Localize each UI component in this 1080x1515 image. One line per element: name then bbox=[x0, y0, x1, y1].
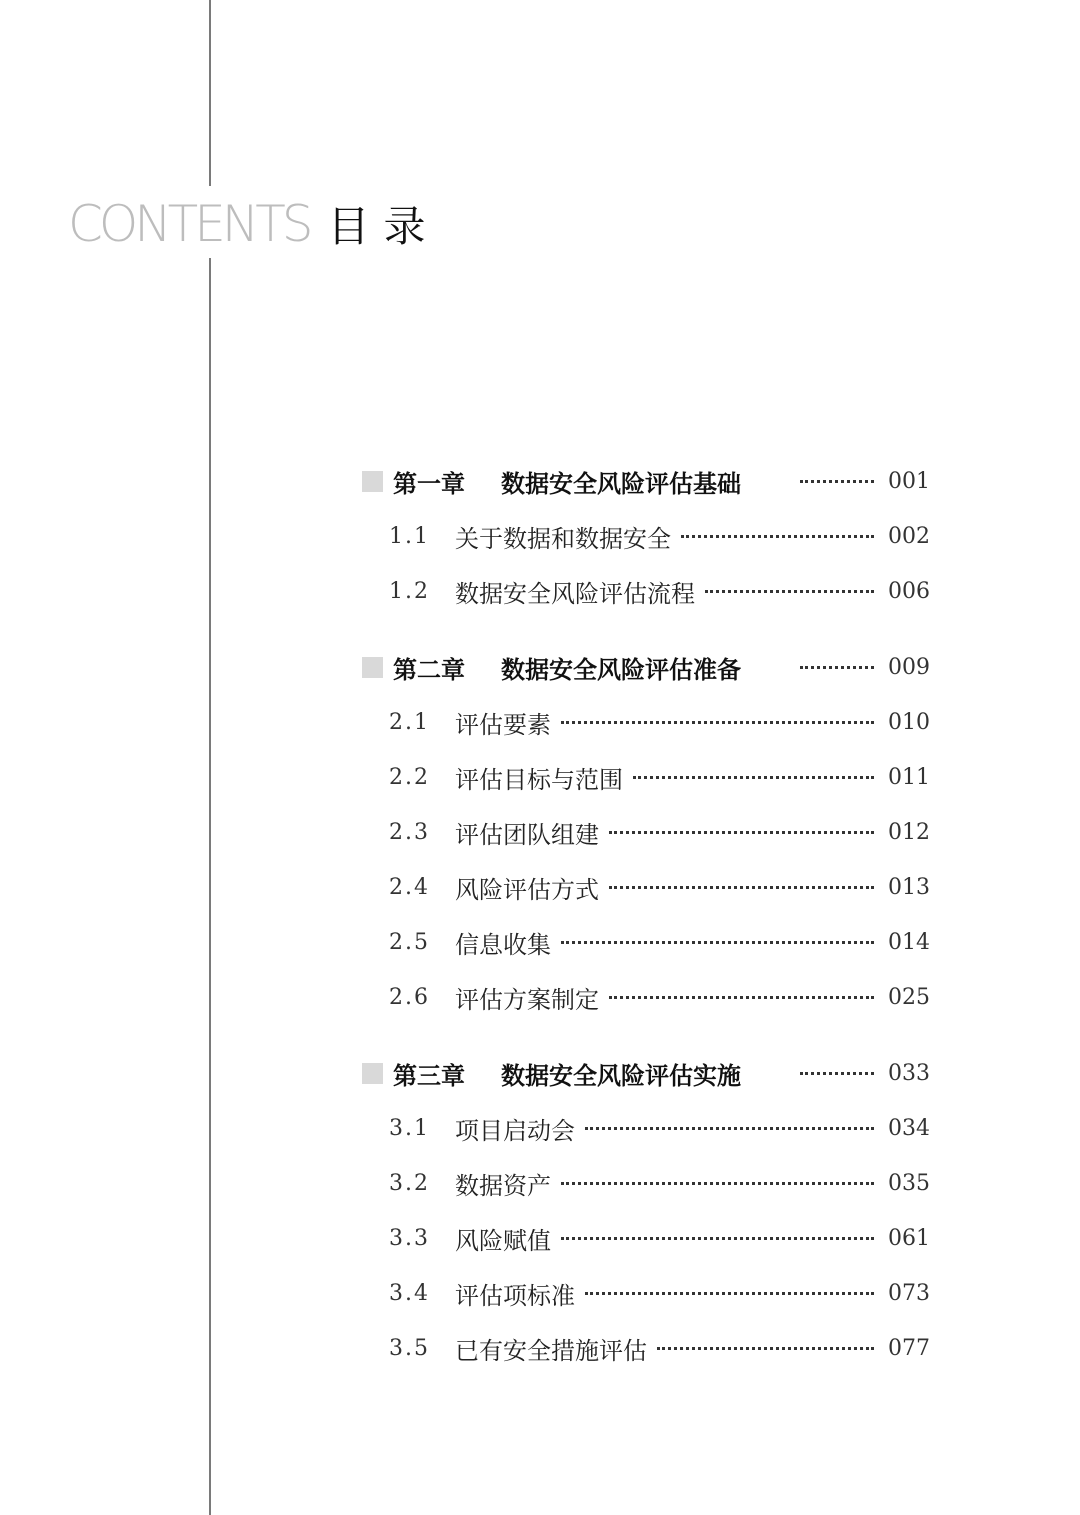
page-number: 013 bbox=[888, 875, 930, 900]
section-title: 评估项标准 bbox=[455, 1282, 575, 1310]
page-number: 061 bbox=[888, 1226, 930, 1251]
section-title: 数据安全风险评估流程 bbox=[455, 580, 695, 608]
page-number: 033 bbox=[888, 1061, 930, 1086]
section-number: 2.3 bbox=[389, 820, 430, 845]
leader-dots bbox=[609, 992, 874, 999]
chapter-label: 第三章 bbox=[393, 1062, 465, 1090]
chapter-title: 数据安全风险评估准备 bbox=[501, 656, 741, 684]
section-number: 1.1 bbox=[389, 524, 430, 549]
page-number: 001 bbox=[888, 469, 930, 494]
section-number: 2.5 bbox=[389, 930, 430, 955]
contents-heading-en: CONTENTS bbox=[68, 195, 310, 253]
page-number: 073 bbox=[888, 1281, 930, 1306]
leader-dots bbox=[800, 662, 874, 669]
toc-section-2-5[interactable] bbox=[362, 915, 928, 970]
section-title: 评估目标与范围 bbox=[455, 766, 623, 794]
section-title: 风险评估方式 bbox=[455, 876, 599, 904]
divider-line-bottom bbox=[209, 258, 211, 1515]
contents-heading-zh: 目录 bbox=[327, 202, 440, 251]
page-number: 011 bbox=[888, 765, 930, 790]
toc-section-3-4[interactable] bbox=[362, 1266, 928, 1321]
section-number: 3.2 bbox=[389, 1171, 430, 1196]
leader-dots bbox=[633, 772, 874, 779]
toc-section-1-1[interactable] bbox=[362, 509, 928, 564]
toc-chapter-1[interactable] bbox=[362, 454, 928, 509]
page-number: 010 bbox=[888, 710, 930, 735]
chapter-label: 第二章 bbox=[393, 656, 465, 684]
section-number: 1.2 bbox=[389, 579, 430, 604]
leader-dots bbox=[609, 827, 874, 834]
leader-dots bbox=[657, 1343, 874, 1350]
leader-dots bbox=[681, 531, 874, 538]
section-number: 2.2 bbox=[389, 765, 430, 790]
section-number: 3.3 bbox=[389, 1226, 430, 1251]
section-number: 3.5 bbox=[389, 1336, 430, 1361]
page-number: 006 bbox=[888, 579, 930, 604]
section-title: 评估方案制定 bbox=[455, 986, 599, 1014]
page-number: 077 bbox=[888, 1336, 930, 1361]
table-of-contents bbox=[362, 454, 928, 1376]
section-number: 2.1 bbox=[389, 710, 430, 735]
section-number: 3.4 bbox=[389, 1281, 430, 1306]
leader-dots bbox=[585, 1288, 874, 1295]
toc-section-3-1[interactable] bbox=[362, 1101, 928, 1156]
page-number: 025 bbox=[888, 985, 930, 1010]
toc-section-2-3[interactable] bbox=[362, 805, 928, 860]
section-title: 风险赋值 bbox=[455, 1227, 551, 1255]
toc-section-2-1[interactable] bbox=[362, 695, 928, 750]
toc-section-2-2[interactable] bbox=[362, 750, 928, 805]
toc-section-2-4[interactable] bbox=[362, 860, 928, 915]
toc-chapter-3[interactable] bbox=[362, 1046, 928, 1101]
leader-dots bbox=[705, 586, 874, 593]
section-number: 2.4 bbox=[389, 875, 430, 900]
section-title: 信息收集 bbox=[455, 931, 551, 959]
toc-chapter-2[interactable] bbox=[362, 640, 928, 695]
divider-line-top bbox=[209, 0, 211, 186]
chapter-title: 数据安全风险评估实施 bbox=[501, 1062, 741, 1090]
contents-heading bbox=[68, 192, 440, 256]
leader-dots bbox=[609, 882, 874, 889]
section-number: 3.1 bbox=[389, 1116, 430, 1141]
page-number: 002 bbox=[888, 524, 930, 549]
leader-dots bbox=[800, 1068, 874, 1075]
leader-dots bbox=[800, 476, 874, 483]
leader-dots bbox=[561, 937, 874, 944]
section-title: 评估团队组建 bbox=[455, 821, 599, 849]
section-title: 项目启动会 bbox=[455, 1117, 575, 1145]
page-number: 035 bbox=[888, 1171, 930, 1196]
page-number: 012 bbox=[888, 820, 930, 845]
chapter-marker-icon bbox=[362, 471, 383, 492]
toc-section-2-6[interactable] bbox=[362, 970, 928, 1025]
section-title: 关于数据和数据安全 bbox=[455, 525, 671, 553]
toc-section-3-3[interactable] bbox=[362, 1211, 928, 1266]
leader-dots bbox=[561, 717, 874, 724]
chapter-marker-icon bbox=[362, 657, 383, 678]
chapter-marker-icon bbox=[362, 1063, 383, 1084]
leader-dots bbox=[561, 1178, 874, 1185]
section-title: 评估要素 bbox=[455, 711, 551, 739]
page-number: 014 bbox=[888, 930, 930, 955]
section-title: 已有安全措施评估 bbox=[455, 1337, 647, 1365]
toc-section-1-2[interactable] bbox=[362, 564, 928, 619]
section-number: 2.6 bbox=[389, 985, 430, 1010]
leader-dots bbox=[585, 1123, 874, 1130]
toc-section-3-2[interactable] bbox=[362, 1156, 928, 1211]
section-title: 数据资产 bbox=[455, 1172, 551, 1200]
chapter-label: 第一章 bbox=[393, 470, 465, 498]
chapter-title: 数据安全风险评估基础 bbox=[501, 470, 741, 498]
page-number: 034 bbox=[888, 1116, 930, 1141]
leader-dots bbox=[561, 1233, 874, 1240]
page-number: 009 bbox=[888, 655, 930, 680]
toc-section-3-5[interactable] bbox=[362, 1321, 928, 1376]
